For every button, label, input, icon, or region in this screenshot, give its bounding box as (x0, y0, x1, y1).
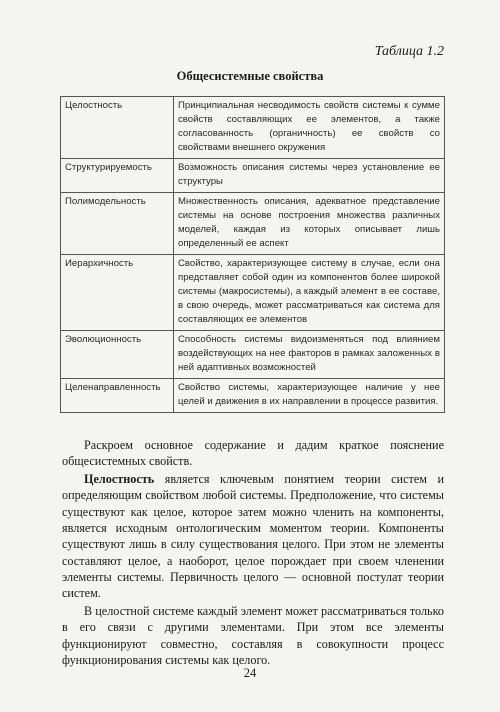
property-name: Структурируемость (61, 159, 174, 193)
property-name: Иерархичность (61, 255, 174, 331)
property-name: Полимодельность (61, 193, 174, 255)
properties-table (60, 96, 445, 413)
paragraph-integrity-text: является ключевым понятием теории систем и определяющим свойством любой системы. Предположение, что системы существуют как целое, которое затем можно членить на компоненты, является исходным онтологическим моментом теории. Компоненты существуют лишь в силу существования целого. При этом не элементы составляют целое, а наоборот, целое порождает при своем членении элементы системы. Первичность целого — основной постулат теории систем. (62, 472, 444, 601)
property-description: Свойство, характеризующее систему в случае, если она представляет собой один из компонентов более широкой системы (макросистемы), а каждый элемент в ее составе, в свою очередь, может рассматриваться как система для составляющих ее элементов (174, 255, 445, 331)
property-description: Множественность описания, адекватное представление системы на основе построения множества различных моделей, каждая из которых описывает лишь определенный ее аспект (174, 193, 445, 255)
paragraph-integrity (62, 471, 444, 601)
paragraph-intro: Раскроем основное содержание и дадим краткое пояснение общесистемных свойств. (62, 438, 444, 469)
table-row (61, 379, 445, 413)
table-title: Общесистемные свойства (176, 69, 324, 83)
table-number: Таблица 1.2 (374, 44, 444, 59)
table-row (61, 97, 445, 159)
table-row (61, 255, 445, 331)
property-name: Целенаправленность (61, 379, 174, 413)
property-name: Целостность (61, 97, 174, 159)
property-description: Способность системы видоизменяться под влиянием воздействующих на нее факторов в рамках заложенных в ней адаптивных возможностей (174, 331, 445, 379)
property-description: Возможность описания системы через установление ее структуры (174, 159, 445, 193)
table-row (61, 159, 445, 193)
body-text (62, 437, 444, 670)
term-integrity: Целостность (84, 472, 155, 487)
property-description: Свойство системы, характеризующее наличие у нее целей и движения в их направлении в процессе развития. (174, 379, 445, 413)
paragraph-elements: В целостной системе каждый элемент может рассматриваться только в его связи с другими элементами. При этом все элементы функционируют совместно, составляя в совокупности процесс функционирования системы как целого. (62, 603, 444, 667)
property-name: Эволюционность (61, 331, 174, 379)
table-row (61, 331, 445, 379)
table-row (61, 193, 445, 255)
page-number: 24 (243, 666, 257, 680)
property-description: Принципиальная несводимость свойств системы к сумме свойств составляющих ее элементов, а также согласованность (органичность) ее свойств со свойствами внешнего окружения (174, 97, 445, 159)
